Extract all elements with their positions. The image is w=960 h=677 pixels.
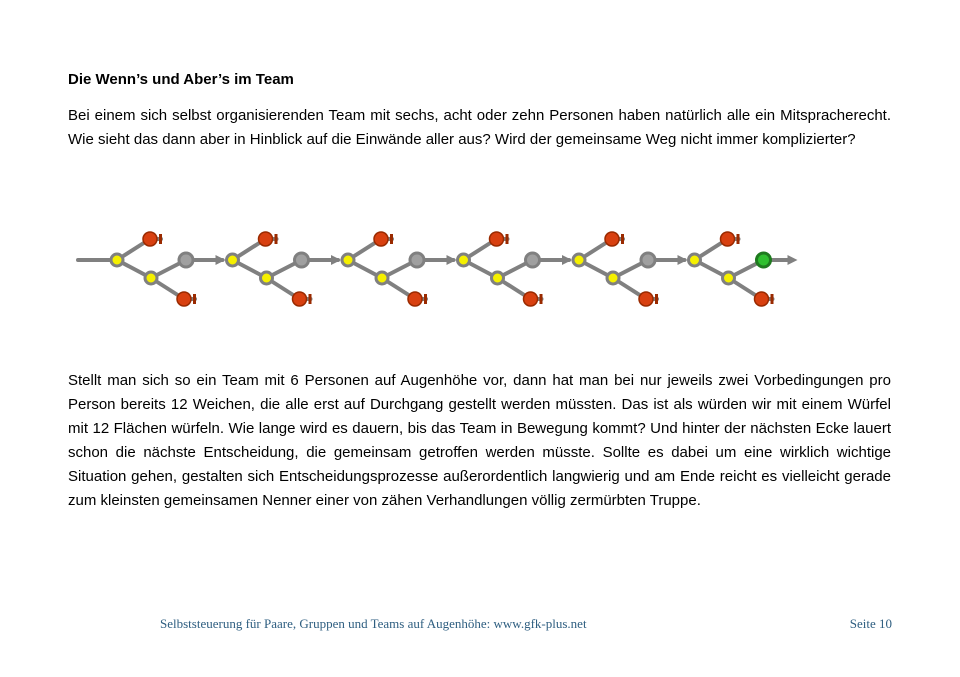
switch-4b [492, 272, 504, 284]
switch-6a [689, 254, 701, 266]
intro-paragraph: Bei einem sich selbst organisierenden Team mit sechs, acht oder zehn Personen haben natürlich alle ein Mitspracherecht. Wie sieht das dann aber in Hinblick auf die Einwände aller aus? Wird der gemeinsame Weg nicht immer komplizierter? [68, 107, 891, 148]
page-number: Seite 10 [849, 616, 892, 631]
footer-title: Selbststeuerung für Paare, Gruppen und Teams auf Augenhöhe: www.gfk-plus.net [160, 616, 587, 631]
decision-chain-diagram [70, 222, 810, 314]
dead-end-lower-1 [177, 292, 191, 306]
dead-end-upper-1 [143, 232, 157, 246]
pass-node-2 [295, 253, 309, 267]
dead-end-lower-6-bar [771, 294, 774, 304]
dead-end-lower-2-bar [309, 294, 312, 304]
dead-end-lower-5 [639, 292, 653, 306]
dead-end-upper-3 [374, 232, 388, 246]
track-arrow-2 [331, 255, 341, 265]
pass-node-4 [526, 253, 540, 267]
track-arrow-4 [562, 255, 572, 265]
dead-end-upper-2 [259, 232, 273, 246]
dead-end-lower-4-bar [540, 294, 543, 304]
switch-6b [723, 272, 735, 284]
dead-end-upper-5-bar [621, 234, 624, 244]
switch-5a [573, 254, 585, 266]
explanation-paragraph: Stellt man sich so ein Team mit 6 Personen auf Augenhöhe vor, dann hat man bei nur jeweils zwei Vorbedingungen pro Person bereits 12 Weichen, die alle erst auf Durchgang gestellt werden müssten. Das ist als würden wir mit einem Würfel mit 12 Flächen würfeln. Wie lange wird es dauern, bis das Team in Bewegung kommt? Und hinter der nächsten Ecke lauert schon die nächste Entscheidung, die gemeinsam getroffen werden müsste. Sollte es dabei um eine wirklich wichtige Situation gehen, gestalten sich Entscheidungsprozesse außerordentlich langwierig und am Ende reicht es vielleicht gerade zum kleinsten gemeinsamen Nenner einer von zähen Verhandlungen völlig zermürbten Truppe. [68, 372, 891, 509]
dead-end-upper-3-bar [390, 234, 393, 244]
dead-end-lower-3-bar [424, 294, 427, 304]
dead-end-lower-3 [408, 292, 422, 306]
dead-end-upper-4 [490, 232, 504, 246]
pass-node-1 [179, 253, 193, 267]
pass-node-3 [410, 253, 424, 267]
dead-end-upper-1-bar [159, 234, 162, 244]
dead-end-upper-6-bar [737, 234, 740, 244]
track-arrow-3 [447, 255, 457, 265]
dead-end-upper-2-bar [275, 234, 278, 244]
dead-end-lower-2 [293, 292, 307, 306]
track-arrow-5 [678, 255, 688, 265]
switch-4a [458, 254, 470, 266]
dead-end-lower-6 [755, 292, 769, 306]
switch-2a [227, 254, 239, 266]
switch-1a [111, 254, 123, 266]
switch-2b [261, 272, 273, 284]
section-heading: Die Wenn’s und Aber’s im Team [68, 71, 294, 88]
pass-node-5 [641, 253, 655, 267]
dead-end-upper-6 [721, 232, 735, 246]
dead-end-upper-5 [605, 232, 619, 246]
switch-3b [376, 272, 388, 284]
dead-end-upper-4-bar [506, 234, 509, 244]
track-arrow-1 [216, 255, 226, 265]
switch-3a [342, 254, 354, 266]
dead-end-lower-1-bar [193, 294, 196, 304]
switch-5b [607, 272, 619, 284]
dead-end-lower-4 [524, 292, 538, 306]
dead-end-lower-5-bar [655, 294, 658, 304]
switch-1b [145, 272, 157, 284]
exit-arrow [788, 255, 798, 265]
goal-node [757, 253, 771, 267]
